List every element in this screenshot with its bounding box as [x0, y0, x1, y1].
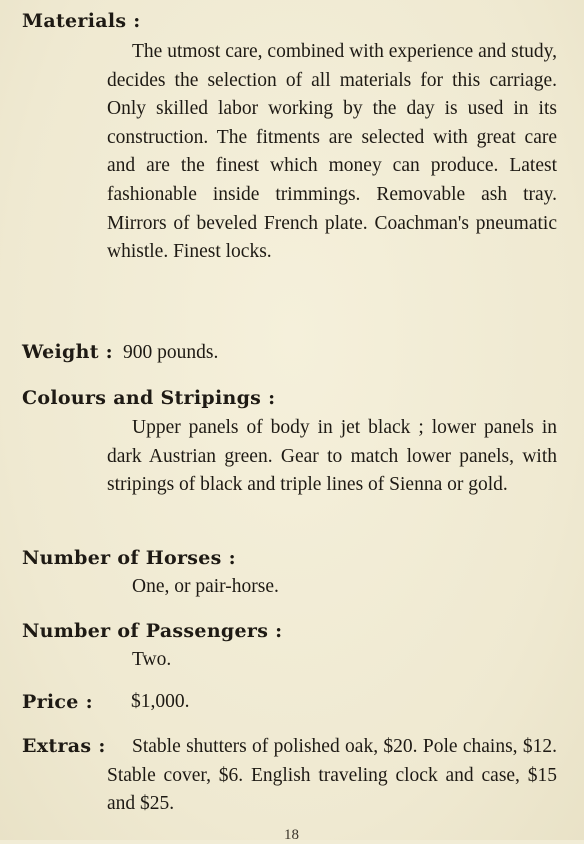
extras-text: Stable shutters of polished oak, $20. Pole chains, $12. Stable cover, $6. English traveling clock and case, $15 and $25. — [107, 736, 557, 815]
price-value: $1,000. — [131, 691, 190, 712]
horses-heading: Number of Horses : — [22, 547, 236, 569]
price-heading: Price : — [22, 691, 93, 713]
materials-heading: Materials : — [22, 10, 141, 32]
passengers-heading: Number of Passengers : — [22, 620, 283, 642]
weight-value: 900 pounds. — [123, 342, 219, 363]
price-row — [22, 691, 190, 713]
passengers-value: Two. — [132, 649, 172, 670]
page-number: 18 — [284, 827, 299, 843]
materials-text: The utmost care, combined with experience and study, decides the selection of all materials for this carriage. Only skilled labor working by the day is used in its construction. The fitments are selected with great care and are the finest which money can produce. Latest fashionable inside trimmings. Removable ash tray. Mirrors of beveled French plate. Coachman's pneumatic whistle. Finest locks. — [107, 41, 557, 263]
extras-heading: Extras : — [22, 735, 106, 757]
colours-heading: Colours and Stripings : — [22, 387, 276, 409]
horses-value: One, or pair-horse. — [132, 576, 279, 597]
colours-text: Upper panels of body in jet black ; lower panels in dark Austrian green. Gear to match lower panels, with stripings of black and triple lines of Sienna or gold. — [107, 417, 557, 496]
weight-row — [22, 341, 218, 364]
weight-heading: Weight : — [22, 341, 113, 363]
